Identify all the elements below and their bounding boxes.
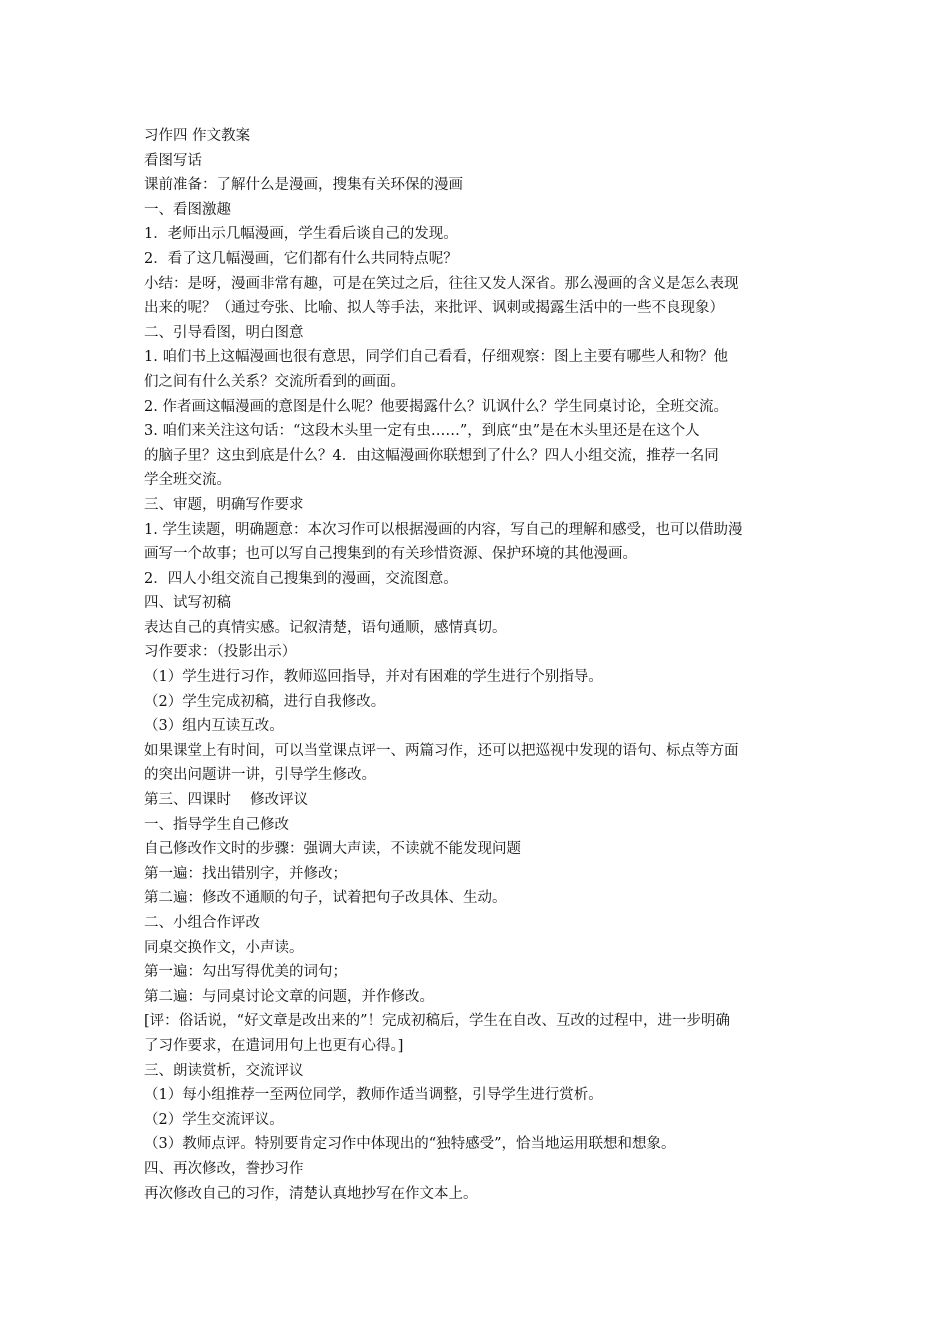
section-heading: 四、试写初稿 <box>144 595 231 612</box>
text-line: 2. 作者画这幅漫画的意图是什么呢？他要揭露什么？讥讽什么？学生同桌讨论，全班交流。 <box>144 398 728 415</box>
text-line: 习作要求：（投影出示） <box>144 644 297 661</box>
text-line: 表达自己的真情实感。记叙清楚，语句通顺，感情真切。 <box>144 619 507 636</box>
text-line: 同桌交换作文，小声读。 <box>144 939 304 956</box>
document-body <box>144 124 808 1206</box>
text-line: 画写一个故事；也可以写自己搜集到的有关珍惜资源、保护环境的其他漫画。 <box>144 546 637 563</box>
text-line: 3. 咱们来关注这句话：“这段木头里一定有虫……”，到底“虫”是在木头里还是在这个人 <box>144 423 700 440</box>
text-line: 小结：是呀，漫画非常有趣，可是在笑过之后，往往又发人深省。那么漫画的含义是怎么表现 <box>144 275 739 292</box>
text-line: 的脑子里？这虫到底是什么？4．由这幅漫画你联想到了什么？四人小组交流，推荐一名同 <box>144 447 719 464</box>
text-line: [评：俗话说，“好文章是改出来的”！完成初稿后，学生在自改、互改的过程中，进一步明确 <box>144 1013 730 1030</box>
list-item: （1）学生进行习作，教师巡回指导，并对有困难的学生进行个别指导。 <box>144 669 603 686</box>
section-heading: 一、看图激趣 <box>144 201 231 218</box>
text-line: 第一遍：勾出写得优美的词句； <box>144 964 347 981</box>
text-line: 1. 学生读题，明确题意：本次习作可以根据漫画的内容，写自己的理解和感受，也可以借助漫 <box>144 521 743 538</box>
text-line: 学全班交流。 <box>144 472 231 489</box>
text-line: 再次修改自己的习作，清楚认真地抄写在作文本上。 <box>144 1185 478 1202</box>
text-line: 自己修改作文时的步骤：强调大声读，不读就不能发现问题 <box>144 841 521 858</box>
doc-subtitle: 看图写话 <box>144 152 202 169</box>
text-line: 了习作要求，在遣词用句上也更有心得。] <box>144 1037 404 1054</box>
text-line: 2．四人小组交流自己搜集到的漫画，交流图意。 <box>144 570 458 587</box>
section-heading: 三、朗读赏析，交流评议 <box>144 1062 304 1079</box>
doc-title: 习作四 作文教案 <box>144 128 251 144</box>
text-line: 第一遍：找出错别字，并修改； <box>144 865 347 882</box>
text-line: 们之间有什么关系？交流所看到的画面。 <box>144 373 405 390</box>
text-line: 如果课堂上有时间，可以当堂课点评一、两篇习作，还可以把巡视中发现的语句、标点等方面 <box>144 742 739 759</box>
list-item: （2）学生完成初稿，进行自我修改。 <box>144 693 386 710</box>
text-line: 的突出问题讲一讲，引导学生修改。 <box>144 767 376 784</box>
text-line: 第二遍：与同桌讨论文章的问题，并作修改。 <box>144 988 434 1005</box>
section-heading: 三、审题，明确写作要求 <box>144 496 304 513</box>
section-heading: 二、小组合作评改 <box>144 915 260 931</box>
text-line: 第二遍：修改不通顺的句子，试着把句子改具体、生动。 <box>144 890 507 907</box>
section-heading: 二、引导看图，明白图意 <box>144 324 304 341</box>
text-line: 课前准备：了解什么是漫画，搜集有关环保的漫画 <box>144 177 463 194</box>
section-heading: 第三、四课时 修改评议 <box>144 792 309 809</box>
section-heading: 四、再次修改，誊抄习作 <box>144 1160 304 1177</box>
list-item: （3）教师点评。特别要肯定习作中体现出的“独特感受”，恰当地运用联想和想象。 <box>144 1136 676 1153</box>
section-heading: 一、指导学生自己修改 <box>144 816 289 833</box>
list-item: （2）学生交流评议。 <box>144 1111 284 1128</box>
text-line: 1. 咱们书上这幅漫画也很有意思，同学们自己看看，仔细观察：图上主要有哪些人和物？他 <box>144 349 728 366</box>
list-item: （1）每小组推荐一至两位同学，教师作适当调整，引导学生进行赏析。 <box>144 1087 603 1104</box>
text-line: 出来的呢？（通过夸张、比喻、拟人等手法，来批评、讽刺或揭露生活中的一些不良现象） <box>144 300 724 317</box>
text-line: 2．看了这几幅漫画，它们都有什么共同特点呢？ <box>144 250 458 267</box>
list-item: （3）组内互读互改。 <box>144 718 284 735</box>
text-line: 1．老师出示几幅漫画，学生看后谈自己的发现。 <box>144 226 458 243</box>
